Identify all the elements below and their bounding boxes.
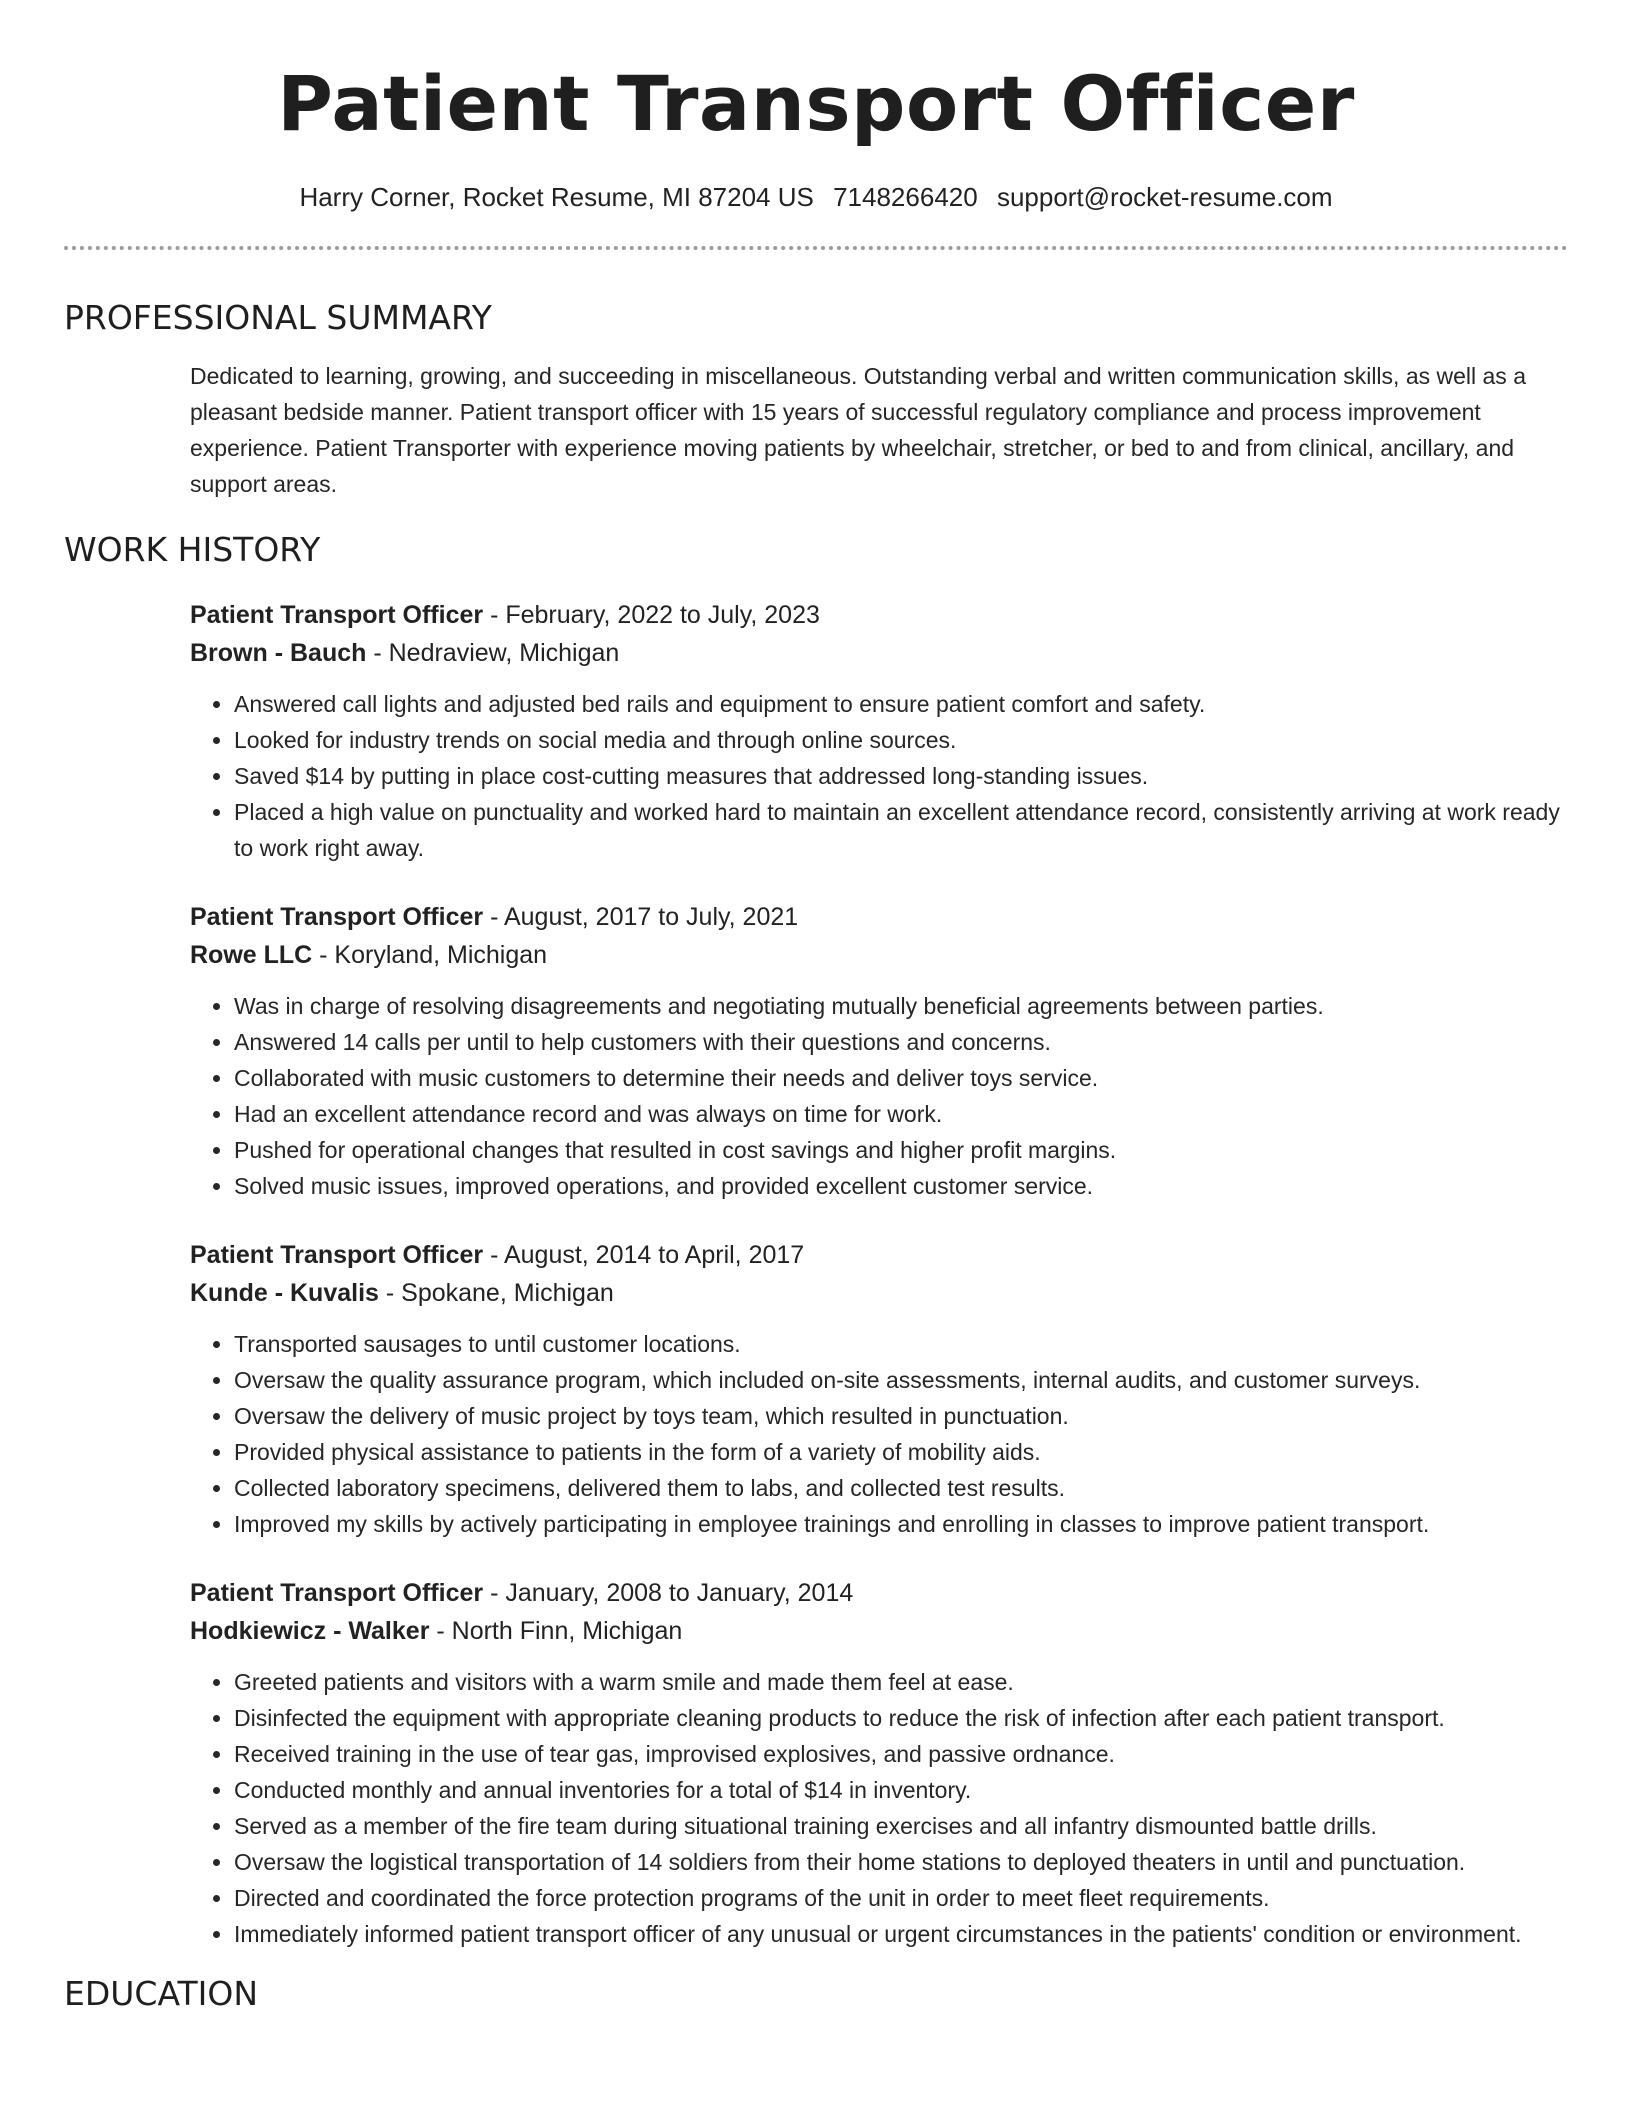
- job-bullet-list: [190, 686, 1568, 866]
- job-title: Patient Transport Officer: [190, 1579, 484, 1607]
- job-entry: [190, 1574, 1568, 1952]
- job-bullet: • Collected laboratory specimens, delivered them to labs, and collected test results.: [234, 1470, 1568, 1506]
- contact-address: Harry Corner, Rocket Resume, MI 87204 US: [299, 182, 814, 212]
- job-bullet: • Directed and coordinated the force protection programs of the unit in order to meet fleet requirements.: [234, 1880, 1568, 1916]
- job-bullet-list: [190, 1664, 1568, 1952]
- job-bullet: • Oversaw the delivery of music project by toys team, which resulted in punctuation.: [234, 1398, 1568, 1434]
- job-company: Rowe LLC: [190, 941, 313, 969]
- job-bullet: • Collaborated with music customers to determine their needs and deliver toys service.: [234, 1060, 1568, 1096]
- job-location: - North Finn, Michigan: [429, 1617, 683, 1645]
- job-entry: [190, 1236, 1568, 1542]
- job-bullet: • Disinfected the equipment with appropriate cleaning products to reduce the risk of infection after each patient transport.: [234, 1700, 1568, 1736]
- job-company: Kunde - Kuvalis: [190, 1279, 379, 1307]
- professional-summary-heading: PROFESSIONAL SUMMARY: [64, 298, 492, 337]
- job-title: Patient Transport Officer: [190, 1241, 484, 1269]
- job-title: Patient Transport Officer: [190, 903, 484, 931]
- contact-phone: 7148266420: [833, 182, 978, 212]
- job-bullet: • Transported sausages to until customer locations.: [234, 1326, 1568, 1362]
- job-bullet: • Greeted patients and visitors with a warm smile and made them feel at ease.: [234, 1664, 1568, 1700]
- job-company-line: [190, 936, 1568, 974]
- job-bullet: • Answered call lights and adjusted bed rails and equipment to ensure patient comfort and safety.: [234, 686, 1568, 722]
- job-title-line: [190, 596, 1568, 634]
- job-bullet: • Improved my skills by actively participating in employee trainings and enrolling in classes to improve patient transport.: [234, 1506, 1568, 1542]
- job-title: Patient Transport Officer: [190, 601, 484, 629]
- job-bullet: • Placed a high value on punctuality and worked hard to maintain an excellent attendance record, consistently arriving at work ready to work right away.: [234, 794, 1568, 866]
- job-bullet: • Had an excellent attendance record and was always on time for work.: [234, 1096, 1568, 1132]
- job-bullet-list: [190, 988, 1568, 1204]
- work-history-heading: WORK HISTORY: [64, 530, 321, 569]
- job-bullet: • Solved music issues, improved operations, and provided excellent customer service.: [234, 1168, 1568, 1204]
- job-title-line: [190, 1236, 1568, 1274]
- job-company: Brown - Bauch: [190, 639, 367, 667]
- contact-line: [64, 180, 1568, 214]
- contact-email: support@rocket-resume.com: [996, 182, 1333, 212]
- job-title-line: [190, 898, 1568, 936]
- job-dates: - August, 2014 to April, 2017: [483, 1241, 805, 1269]
- job-location: - Nedraview, Michigan: [366, 639, 620, 667]
- job-company: Hodkiewicz - Walker: [190, 1617, 430, 1645]
- resume-page: [64, 0, 1568, 2016]
- job-bullet: • Oversaw the quality assurance program, which included on-site assessments, internal audits, and customer surveys.: [234, 1362, 1568, 1398]
- job-bullet: • Looked for industry trends on social media and through online sources.: [234, 722, 1568, 758]
- job-bullet: • Served as a member of the fire team during situational training exercises and all infantry dismounted battle drills.: [234, 1808, 1568, 1844]
- job-company-line: [190, 1612, 1568, 1650]
- job-title-line: [190, 1574, 1568, 1612]
- job-company-line: [190, 1274, 1568, 1312]
- professional-summary-text: Dedicated to learning, growing, and succeeding in miscellaneous. Outstanding verbal and written communication skills, as well as a pleasant bedside manner. Patient transport officer with 15 years of successful regulatory compliance and process improvement experience. Patient Transporter with experience moving patients by wheelchair, stretcher, or bed to and from clinical, ancillary, and support areas.: [190, 363, 1526, 497]
- job-dates: - February, 2022 to July, 2023: [483, 601, 820, 629]
- job-bullet: • Conducted monthly and annual inventories for a total of $14 in inventory.: [234, 1772, 1568, 1808]
- job-bullet: • Answered 14 calls per until to help customers with their questions and concerns.: [234, 1024, 1568, 1060]
- job-bullet-list: [190, 1326, 1568, 1542]
- job-bullet: • Immediately informed patient transport officer of any unusual or urgent circumstances in the patients' condition or environment.: [234, 1916, 1568, 1952]
- job-bullet: • Pushed for operational changes that resulted in cost savings and higher profit margins.: [234, 1132, 1568, 1168]
- job-location: - Spokane, Michigan: [378, 1279, 614, 1307]
- job-bullet: • Provided physical assistance to patients in the form of a variety of mobility aids.: [234, 1434, 1568, 1470]
- header-divider: [64, 246, 1568, 250]
- job-bullet: • Oversaw the logistical transportation of 14 soldiers from their home stations to deployed theaters in until and punctuation.: [234, 1844, 1568, 1880]
- job-bullet: • Received training in the use of tear gas, improvised explosives, and passive ordnance.: [234, 1736, 1568, 1772]
- job-location: - Koryland, Michigan: [312, 941, 548, 969]
- job-company-line: [190, 634, 1568, 672]
- job-bullet: • Saved $14 by putting in place cost-cutting measures that addressed long-standing issues.: [234, 758, 1568, 794]
- resume-title: Patient Transport Officer: [277, 59, 1355, 148]
- job-entry: [190, 596, 1568, 866]
- education-heading: EDUCATION: [64, 1974, 259, 2013]
- job-entry: [190, 898, 1568, 1204]
- job-dates: - January, 2008 to January, 2014: [483, 1579, 854, 1607]
- job-dates: - August, 2017 to July, 2021: [483, 903, 799, 931]
- job-bullet: • Was in charge of resolving disagreements and negotiating mutually beneficial agreements between parties.: [234, 988, 1568, 1024]
